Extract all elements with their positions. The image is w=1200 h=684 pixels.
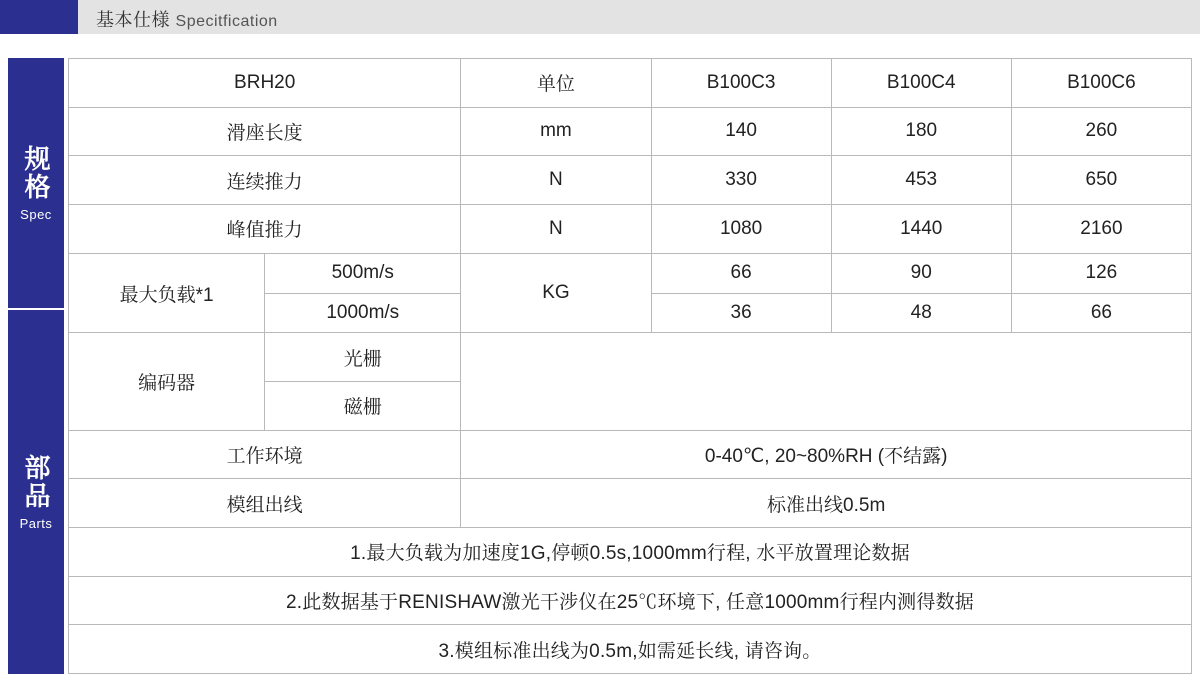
row-label-peak-force: 峰值推力 [69,204,461,253]
specification-table [68,58,1192,674]
section-label-parts-cn: 部品 [21,453,51,510]
note-1: 1.最大负载为加速度1G,停顿0.5s,1000mm行程, 水平放置理论数据 [69,528,1192,577]
row-value-slider-length-1: 180 [831,107,1011,156]
row-value-environment: 0-40℃, 20~80%RH (不结露) [461,430,1192,479]
table-note-row [69,528,1192,577]
row-label-cable: 模组出线 [69,479,461,528]
row-value-max-load-500-2: 126 [1011,253,1191,293]
note-3: 3.模组标准出线为0.5m,如需延长线, 请咨询。 [69,625,1192,674]
row-value-max-load-1000-2: 66 [1011,293,1191,333]
row-value-peak-force-0: 1080 [651,204,831,253]
page-title-cn: 基本仕様 [96,10,170,30]
section-label-parts-en: Parts [19,515,53,531]
row-sub-encoder-magnetic: 磁栅 [265,382,461,431]
row-value-slider-length-2: 260 [1011,107,1191,156]
row-label-environment: 工作环境 [69,430,461,479]
row-value-max-load-1000-0: 36 [651,293,831,333]
table-row [69,107,1192,156]
row-value-encoder [461,333,1192,430]
row-value-peak-force-1: 1440 [831,204,1011,253]
row-sub-max-load-500: 500m/s [265,253,461,293]
header-accent-block [0,0,78,34]
row-label-encoder: 编码器 [69,333,265,430]
header-column-0: B100C3 [651,59,831,108]
row-value-cable: 标准出线0.5m [461,479,1192,528]
row-value-peak-force-2: 2160 [1011,204,1191,253]
page-title-en: Specitfication [175,13,278,30]
table-header-row [69,59,1192,108]
row-unit-continuous-force: N [461,156,651,205]
section-label-spec-en: Spec [20,206,52,222]
row-unit-max-load: KG [461,253,651,333]
specification-table-wrapper [68,58,1192,674]
page-title [96,6,278,32]
row-value-max-load-500-0: 66 [651,253,831,293]
section-label-spec-cn: 规格 [21,144,51,201]
row-value-continuous-force-2: 650 [1011,156,1191,205]
row-label-continuous-force: 连续推力 [69,156,461,205]
row-label-max-load: 最大负载*1 [69,253,265,333]
header-column-2: B100C6 [1011,59,1191,108]
row-sub-encoder-optical: 光栅 [265,333,461,382]
note-2: 2.此数据基于RENISHAW激光干涉仪在25℃环境下, 任意1000mm行程内测得数据 [69,576,1192,625]
row-value-continuous-force-1: 453 [831,156,1011,205]
table-row [69,204,1192,253]
table-note-row [69,625,1192,674]
header-model: BRH20 [69,59,461,108]
row-label-slider-length: 滑座长度 [69,107,461,156]
section-label-spec [8,58,64,308]
header-unit: 单位 [461,59,651,108]
row-value-max-load-1000-1: 48 [831,293,1011,333]
section-label-parts [8,310,64,674]
row-sub-max-load-1000: 1000m/s [265,293,461,333]
table-row [69,430,1192,479]
header-column-1: B100C4 [831,59,1011,108]
row-value-max-load-500-1: 90 [831,253,1011,293]
row-unit-slider-length: mm [461,107,651,156]
row-value-continuous-force-0: 330 [651,156,831,205]
table-row [69,253,1192,293]
table-row [69,156,1192,205]
table-row [69,479,1192,528]
row-unit-peak-force: N [461,204,651,253]
table-note-row [69,576,1192,625]
row-value-slider-length-0: 140 [651,107,831,156]
table-row [69,333,1192,382]
page-header [0,0,1200,34]
